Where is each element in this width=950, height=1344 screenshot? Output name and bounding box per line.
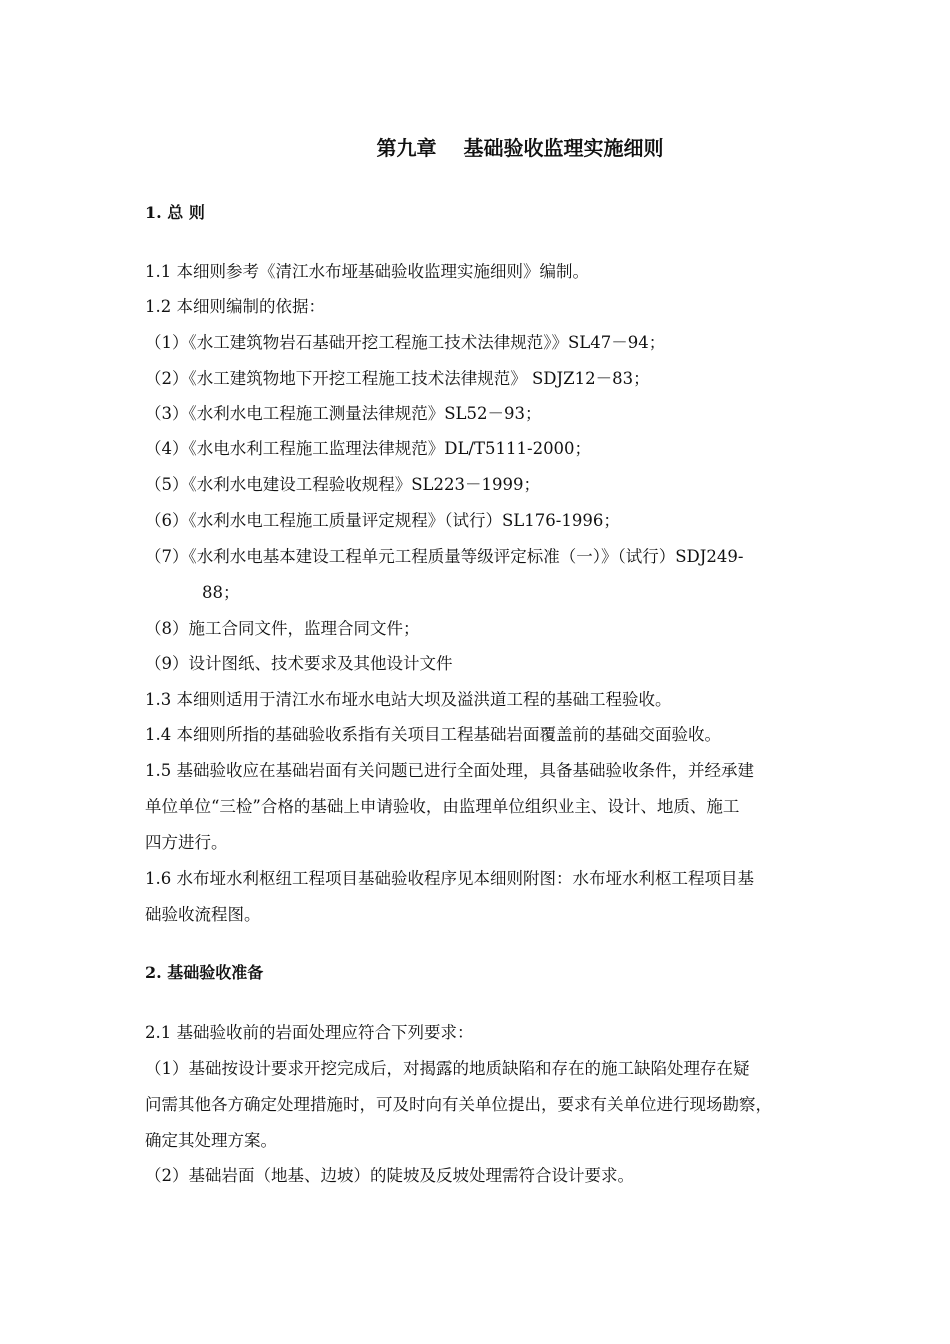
- list-item: （2）基础岩面（地基、边坡）的陡坡及反坡处理需符合设计要求。: [145, 1166, 634, 1185]
- paragraph-line: 1.5 基础验收应在基础岩面有关问题已进行全面处理，具备基础验收条件，并经承建: [145, 761, 754, 780]
- list-item: （2）《水工建筑物地下开挖工程施工技术法律规范》 SDJZ12－83；: [145, 369, 650, 388]
- section-1-heading: 1. 总 则: [145, 203, 205, 222]
- paragraph-line: 1.4 本细则所指的基础验收系指有关项目工程基础岩面覆盖前的基础交面验收。: [145, 725, 721, 744]
- paragraph-line: 2.1 基础验收前的岩面处理应符合下列要求：: [145, 1023, 474, 1042]
- list-item: （4）《水电水利工程施工监理法律规范》DL/T5111-2000；: [145, 439, 592, 458]
- paragraph-line: 础验收流程图。: [145, 905, 261, 924]
- paragraph-line: 1.2 本细则编制的依据：: [145, 297, 325, 316]
- paragraph-line: 1.1 本细则参考《清江水布垭基础验收监理实施细则》编制。: [145, 262, 589, 281]
- section-2-heading: 2. 基础验收准备: [145, 963, 264, 982]
- list-item: 问需其他各方确定处理措施时，可及时向有关单位提出，要求有关单位进行现场勘察，: [145, 1095, 772, 1114]
- paragraph-line: 单位单位“三检”合格的基础上申请验收，由监理单位组织业主、设计、地质、施工: [145, 797, 740, 816]
- list-item: （3）《水利水电工程施工测量法律规范》SL52－93；: [145, 404, 542, 423]
- list-item: （5）《水利水电建设工程验收规程》SL223－1999；: [145, 475, 540, 494]
- list-item: （7）《水利水电基本建设工程单元工程质量等级评定标准（一）》（试行）SDJ249-: [145, 547, 744, 566]
- list-item: （8）施工合同文件，监理合同文件；: [145, 619, 420, 638]
- paragraph-line: 1.3 本细则适用于清江水布垭水电站大坝及溢洪道工程的基础工程验收。: [145, 690, 672, 709]
- list-item: （1）《水工建筑物岩石基础开挖工程施工技术法律规范》》SL47－94；: [145, 333, 666, 352]
- paragraph-line: 四方进行。: [145, 833, 228, 852]
- chapter-title: 第九章 基础验收监理实施细则: [376, 136, 664, 160]
- list-item: （1）基础按设计要求开挖完成后，对揭露的地质缺陷和存在的施工缺陷处理存在疑: [145, 1059, 750, 1078]
- list-item: 确定其处理方案。: [145, 1131, 277, 1150]
- list-item: （6）《水利水电工程施工质量评定规程》（试行）SL176-1996；: [145, 511, 620, 530]
- list-item-continuation: 88；: [202, 583, 240, 602]
- list-item: （9）设计图纸、技术要求及其他设计文件: [145, 654, 453, 673]
- paragraph-line: 1.6 水布垭水利枢纽工程项目基础验收程序见本细则附图：水布垭水利枢工程项目基: [145, 869, 754, 888]
